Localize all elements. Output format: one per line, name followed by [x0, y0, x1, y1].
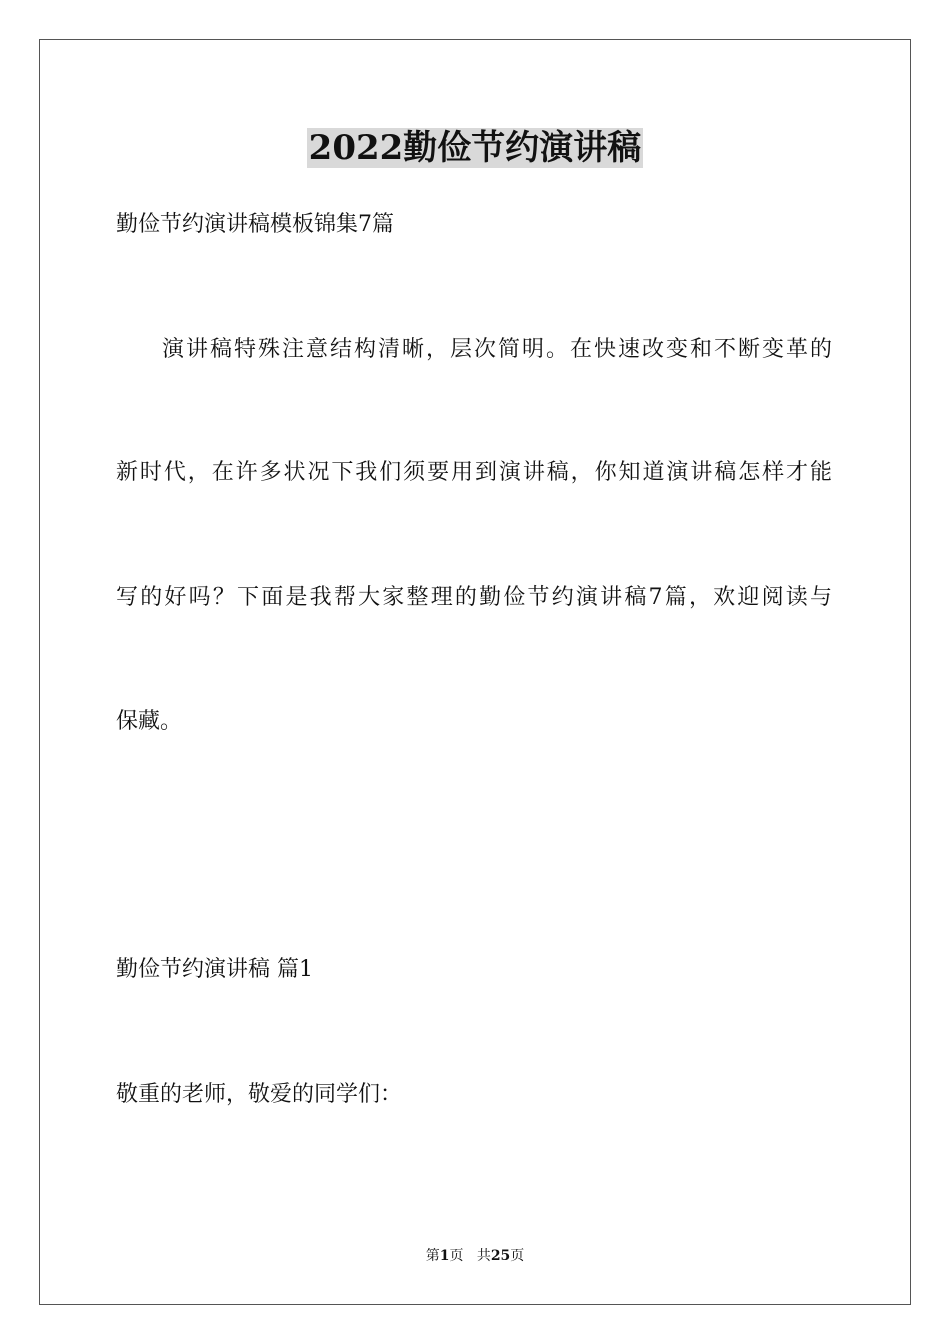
footer-page-current: 1: [439, 1248, 450, 1264]
document-title: [0, 126, 950, 170]
salutation: 敬重的老师，敬爱的同学们：: [116, 1082, 403, 1107]
footer-page-unit: 页: [449, 1248, 464, 1264]
footer-page-total: 25: [490, 1248, 511, 1264]
footer-page-prefix: 第: [425, 1248, 440, 1264]
page-footer: [0, 1247, 950, 1265]
document-title-text: 2022勤俭节约演讲稿: [308, 128, 642, 168]
intro-line-4: 保藏。: [116, 709, 183, 734]
footer-total-prefix: 共: [476, 1248, 491, 1264]
intro-line-3: 写的好吗？下面是我帮大家整理的勤俭节约演讲稿7篇，欢迎阅读与: [116, 585, 832, 610]
footer-total-unit: 页: [510, 1248, 525, 1264]
intro-line-2: 新时代，在许多状况下我们须要用到演讲稿，你知道演讲稿怎样才能: [116, 460, 832, 485]
intro-line-1: 演讲稿特殊注意结构清晰，层次简明。在快速改变和不断变革的: [162, 337, 832, 362]
section-heading: 勤俭节约演讲稿 篇1: [116, 957, 313, 982]
document-subtitle: 勤俭节约演讲稿模板锦集7篇: [116, 212, 394, 237]
